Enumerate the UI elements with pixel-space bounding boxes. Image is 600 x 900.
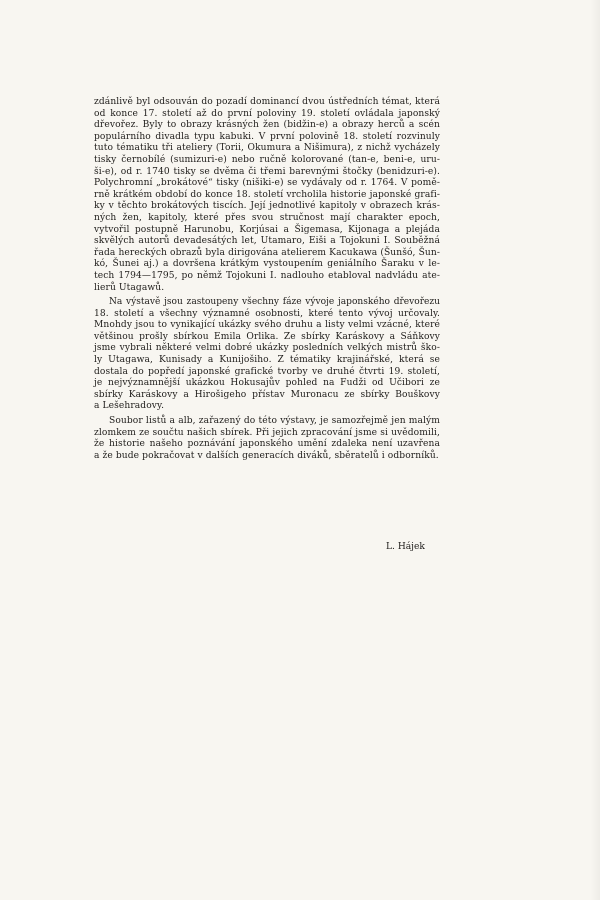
text-line: Mnohdy jsou to vynikající ukázky svého druhu a listy velmi vzácné, které <box>94 320 440 331</box>
text-line: ly Utagawa, Kunisady a Kunijošiho. Z tématiky krajinářské, která se <box>94 355 440 366</box>
paragraph-3 <box>94 416 440 462</box>
text-line: kó, Šunei aj.) a dovršena krátkým vystoupením geniálního Šaraku v le- <box>94 259 440 270</box>
text-line: ši-e), od r. 1740 tisky se dvěma či třemi barevnými štočky (benidzuri-e). <box>94 166 440 177</box>
text-line: ky v těchto brokátových tiscích. Její jednotlivé kapitoly v obrazech krás- <box>94 201 440 212</box>
text-line: zdánlivě byl odsouván do pozadí dominancí dvou ústředních témat, která <box>94 97 440 107</box>
body-text <box>94 97 440 462</box>
page-edge-shadow <box>590 0 600 900</box>
author-signature: L. Hájek <box>386 542 425 552</box>
text-line: vytvořil postupně Harunobu, Korjúsai a Šigemasa, Kijonaga a plejáda <box>94 224 440 235</box>
text-line: dřevořez. Byly to obrazy krásných žen (bidžin-e) a obrazy herců a scén <box>94 120 440 131</box>
text-line: dostala do popředí japonské grafické tvorby ve druhé čtvrti 19. století, <box>94 366 440 377</box>
text-line: populárního divadla typu kabuki. V první polovině 18. století rozvinuly <box>94 131 440 142</box>
text-line: Polychromní „brokátové“ tisky (nišiki-e) se vydávaly od r. 1764. V pomě- <box>94 178 440 189</box>
text-line: a že bude pokračovat v dalších generacích diváků, sběratelů i odborníků. <box>94 450 439 461</box>
text-line: sbírky Karáskovy a Hirošigeho přístav Muronacu ze sbírky Bouškovy <box>94 389 440 400</box>
text-line: je nejvýznamnější ukázkou Hokusajův pohled na Fudži od Učibori ze <box>94 378 440 389</box>
text-line: že historie našeho poznávání japonského umění zdaleka není uzavřena <box>94 439 440 450</box>
paragraph-2 <box>94 297 440 413</box>
text-line: lierů Utagawů. <box>94 282 165 293</box>
text-line: jsme vybrali některé velmi dobré ukázky posledních velkých mistrů ško- <box>94 343 440 354</box>
text-line: řada hereckých obrazů byla dirigována atelierem Kacukawa (Šunšó, Šun- <box>94 247 440 258</box>
text-line: tech 1794—1795, po němž Tojokuni I. nadlouho etabloval nadvládu ate- <box>94 270 440 281</box>
text-line: od konce 17. století až do první poloviny 19. století ovládala japonský <box>94 108 440 119</box>
text-line: 18. století a všechny významné osobnosti, které tento vývoj určovaly. <box>94 308 440 319</box>
text-line: skvělých autorů devadesátých let, Utamaro, Eiši a Tojokuni I. Souběžná <box>94 236 440 247</box>
text-line: většinou prošly sbírkou Emila Orlika. Ze sbírky Karáskovy a Sáňkovy <box>94 331 440 342</box>
text-line: rně krátkém období do konce 18. století vrcholila historie japonské grafi- <box>94 189 440 200</box>
text-line: tuto tématiku tři ateliery (Torii, Okumura a Nišimura), z nichž vycházely <box>94 143 440 154</box>
text-line: tisky černobílé (sumizuri-e) nebo ručně kolorované (tan-e, beni-e, uru- <box>94 154 440 165</box>
text-line: Na výstavě jsou zastoupeny všechny fáze vývoje japonského dřevořezu <box>109 297 440 308</box>
text-line: Soubor listů a alb, zařazený do této výstavy, je samozřejmě jen malým <box>109 416 440 427</box>
text-line: zlomkem ze součtu našich sbírek. Při jejich zpracování jsme si uvědomili, <box>94 427 440 438</box>
text-line: a Lešehradovy. <box>94 401 165 412</box>
paragraph-1 <box>94 97 440 294</box>
text-line: ných žen, kapitoly, které přes svou stručnost mají charakter epoch, <box>94 212 440 223</box>
